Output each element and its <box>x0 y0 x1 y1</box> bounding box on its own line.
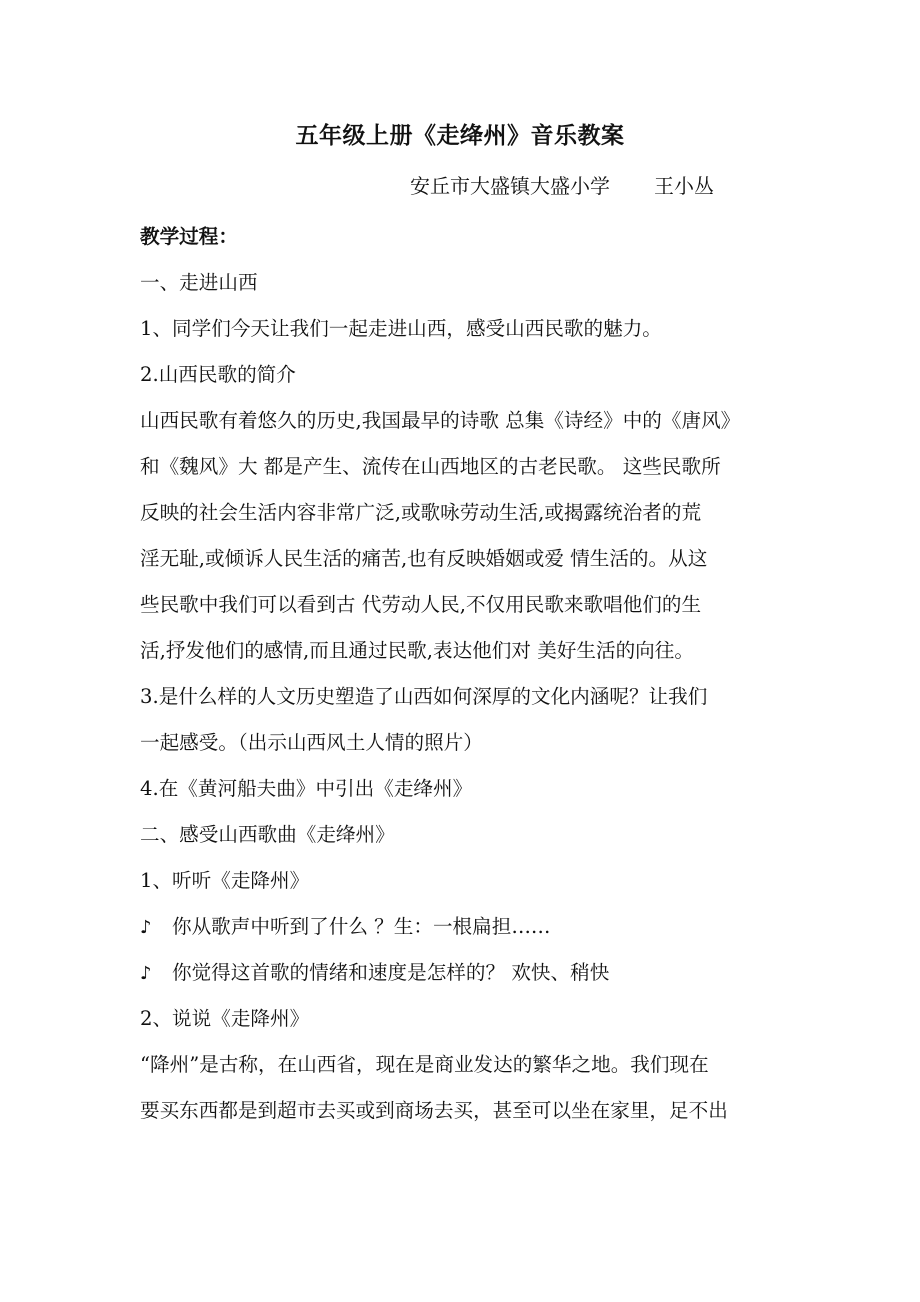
bullet-item <box>140 904 790 950</box>
paragraph-line: 活,抒发他们的感情,而且通过民歌,表达他们对 美好生活的向往。 <box>140 639 694 662</box>
shanxi-folk-song-intro <box>140 398 790 674</box>
document-body <box>140 214 790 1134</box>
document-title: 五年级上册《走绛州》音乐教案 <box>295 122 625 149</box>
section-1-item-2: 2.山西民歌的简介 <box>140 363 296 386</box>
section-1-item-3 <box>140 674 790 766</box>
author-line <box>410 168 714 204</box>
bullet-text: 你从歌声中听到了什么 ？生：一根扁担…… <box>172 915 551 938</box>
bullet-text: 你觉得这首歌的情绪和速度是怎样的？ 欢快、稍快 <box>172 961 610 984</box>
paragraph-line: 山西民歌有着悠久的历史,我国最早的诗歌 总集《诗经》中的《唐风》 <box>140 409 741 432</box>
section-1-title: 一、走进山西 <box>140 271 258 294</box>
teaching-process-heading: 教学过程： <box>140 225 238 248</box>
school-name: 安丘市大盛镇大盛小学 <box>410 174 610 198</box>
section-1-item-4: 4.在《黄河船夫曲》中引出《走绛州》 <box>140 777 473 800</box>
music-note-icon: ♪ <box>140 917 152 938</box>
paragraph-line: 和《魏风》大 都是产生、流传在山西地区的古老民歌。 这些民歌所 <box>140 455 721 478</box>
paragraph-line: “降州”是古称，在山西省，现在是商业发达的繁华之地。我们现在 <box>140 1053 709 1076</box>
paragraph-line: 些民歌中我们可以看到古 代劳动人民,不仅用民歌来歌唱他们的生 <box>140 593 702 616</box>
section-1-item-1: 1、同学们今天让我们一起走进山西，感受山西民歌的魅力。 <box>140 317 662 340</box>
paragraph-line: 反映的社会生活内容非常广泛,或歌咏劳动生活,或揭露统治者的荒 <box>140 501 702 524</box>
music-note-icon: ♪ <box>140 963 152 984</box>
section-2-title: 二、感受山西歌曲《走绛州》 <box>140 823 395 846</box>
jiangzhou-description <box>140 1042 790 1134</box>
section-2-item-2: 2、说说《走降州》 <box>140 1007 310 1030</box>
paragraph-line: 要买东西都是到超市去买或到商场去买，甚至可以坐在家里，足不出 <box>140 1099 728 1122</box>
paragraph-line: 淫无耻,或倾诉人民生活的痛苦,也有反映婚姻或爱 情生活的。从这 <box>140 547 708 570</box>
paragraph-line: 3.是什么样的人文历史塑造了山西如何深厚的文化内涵呢？让我们 <box>140 685 708 708</box>
paragraph-line: 一起感受。（出示山西风土人情的照片） <box>140 731 483 754</box>
author-name: 王小丛 <box>654 174 714 198</box>
section-2-item-1: 1、听听《走降州》 <box>140 869 310 892</box>
bullet-item <box>140 950 790 996</box>
